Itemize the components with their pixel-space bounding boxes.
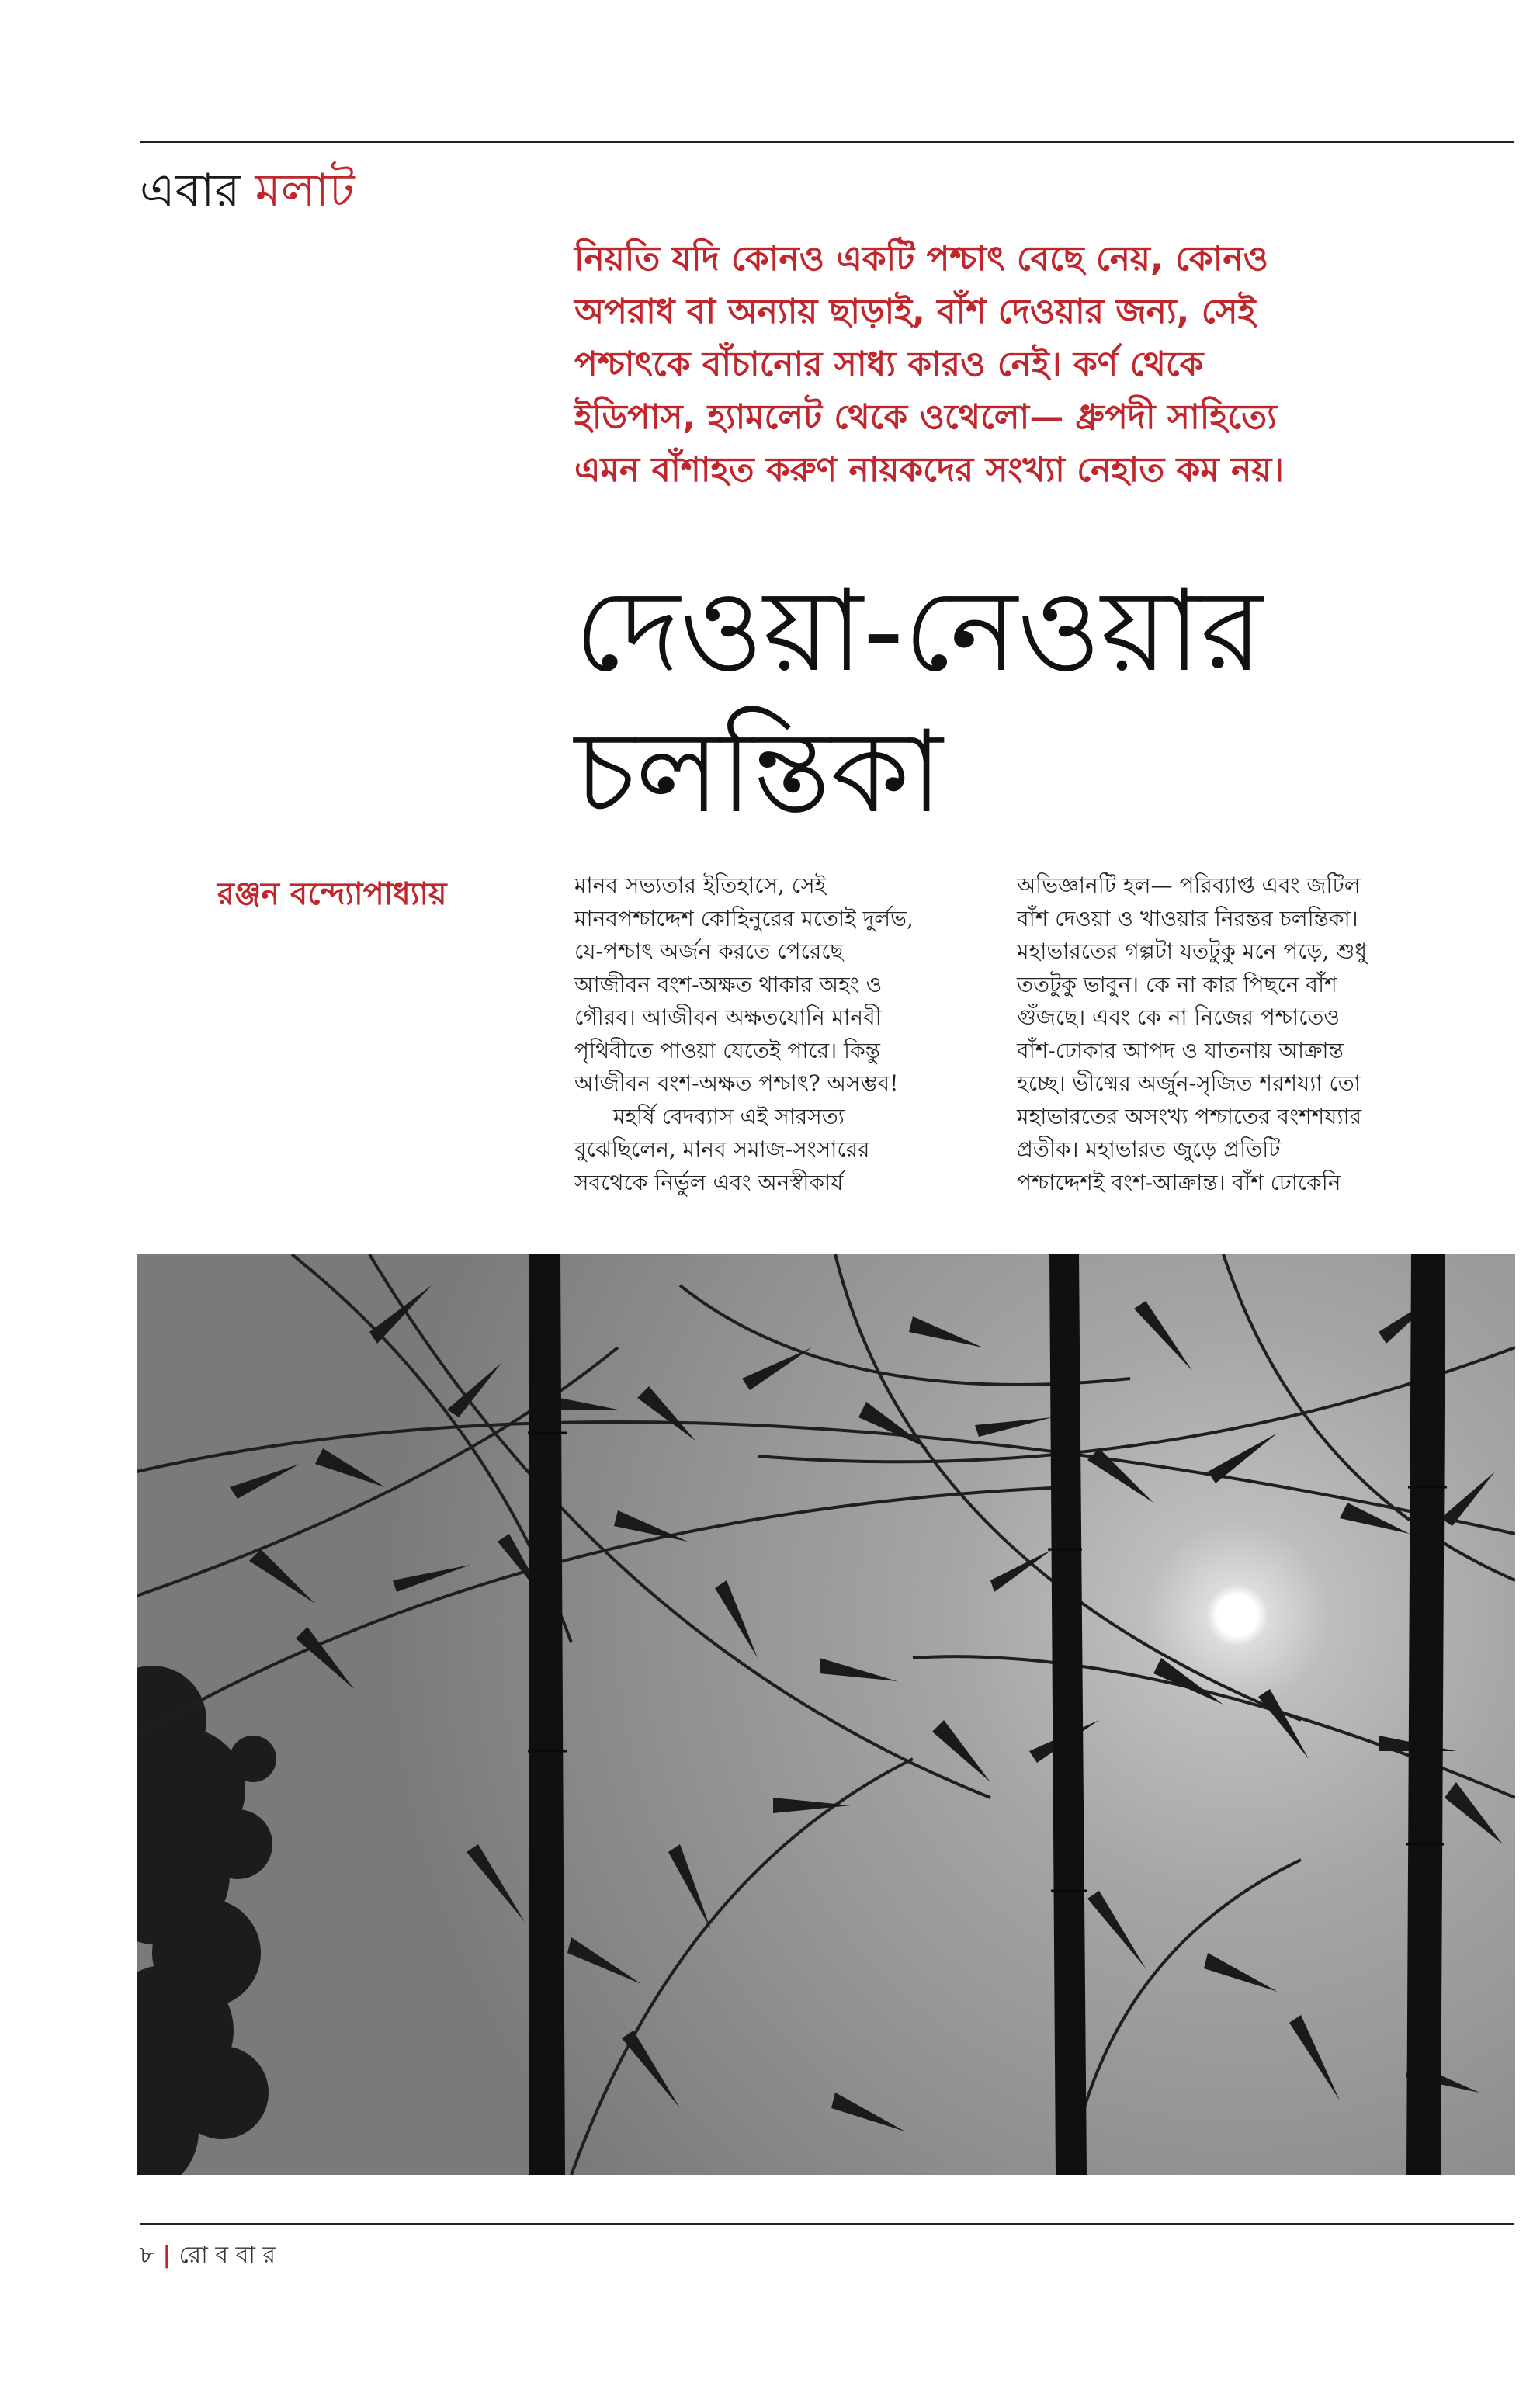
- body-line: গুঁজছে। এবং কে না নিজের পশ্চাতেও: [1017, 1004, 1340, 1030]
- section-prefix: এবার: [140, 164, 241, 218]
- body-line: মহাভারতের অসংখ্য পশ্চাতের বংশশয্যার: [1017, 1103, 1361, 1129]
- standfirst: [574, 233, 1452, 497]
- body-line: আজীবন বংশ-অক্ষত পশ্চাৎ? অসম্ভব!: [574, 1070, 899, 1096]
- section-label: [140, 160, 355, 222]
- body-line: প্রতীক। মহাভারত জুড়ে প্রতিটি: [1017, 1136, 1281, 1162]
- body-column-2: [1017, 869, 1452, 1199]
- body-line: বাঁশ-ঢোকার আপদ ও যাতনায় আক্রান্ত: [1017, 1037, 1344, 1063]
- headline-line: চলন্তিকা: [574, 706, 943, 838]
- standfirst-line: এমন বাঁশাহত করুণ নায়কদের সংখ্যা নেহাত কম নয়।: [574, 450, 1284, 490]
- standfirst-line: ইডিপাস, হ্যামলেট থেকে ওথেলো— ধ্রুপদী সাহিত্যে: [574, 397, 1277, 437]
- bottom-rule: [140, 2223, 1514, 2225]
- folio-separator: |: [162, 2242, 172, 2269]
- folio: [140, 2240, 276, 2271]
- headline: [574, 560, 1506, 843]
- body-line: যে-পশ্চাৎ অর্জন করতে পেরেছে: [574, 938, 844, 964]
- body-line: হচ্ছে। ভীষ্মের অর্জুন-সৃজিত শরশয্যা তো: [1017, 1070, 1361, 1096]
- body-line: সবথেকে নির্ভুল এবং অনস্বীকার্য: [574, 1169, 844, 1195]
- section-name: মলাট: [255, 164, 355, 218]
- headline-line: দেওয়া-নেওয়ার: [574, 565, 1263, 697]
- body-line: পৃথিবীতে পাওয়া যেতেই পারে। কিন্তু: [574, 1037, 880, 1063]
- bamboo-moon-photo: [137, 1254, 1515, 2175]
- magazine-name: রো ব বা র: [179, 2242, 276, 2269]
- byline: রঞ্জন বন্দ্যোপাধ্যায়: [217, 876, 447, 912]
- body-line: বুঝেছিলেন, মানব সমাজ-সংসারের: [574, 1136, 870, 1162]
- body-column-1: [574, 869, 1009, 1199]
- body-line: অভিজ্ঞানটি হল— পরিব্যাপ্ত এবং জটিল: [1017, 872, 1361, 898]
- standfirst-line: নিয়তি যদি কোনও একটি পশ্চাৎ বেছে নেয়, কোনও: [574, 239, 1269, 279]
- standfirst-line: অপরাধ বা অন্যায় ছাড়াই, বাঁশ দেওয়ার জন্য, সেই: [574, 292, 1256, 331]
- body-line: মানব সভ্যতার ইতিহাসে, সেই: [574, 872, 827, 898]
- body-line: মানবপশ্চাদ্দেশ কোহিনুরের মতোই দুর্লভ,: [574, 905, 914, 931]
- standfirst-line: পশ্চাৎকে বাঁচানোর সাধ্য কারও নেই। কর্ণ থেকে: [574, 345, 1204, 384]
- body-line: পশ্চাদ্দেশই বংশ-আক্রান্ত। বাঁশ ঢোকেনি: [1017, 1169, 1341, 1195]
- body-line: গৌরব। আজীবন অক্ষতযোনি মানবী: [574, 1004, 882, 1030]
- body-line: মহর্ষি বেদব্যাস এই সারসত্য: [613, 1103, 845, 1129]
- body-line: ততটুকু ভাবুন। কে না কার পিছনে বাঁশ: [1017, 971, 1337, 997]
- page-number: ৮: [140, 2242, 155, 2269]
- body-line: আজীবন বংশ-অক্ষত থাকার অহং ও: [574, 971, 883, 997]
- body-line: বাঁশ দেওয়া ও খাওয়ার নিরন্তর চলন্তিকা।: [1017, 905, 1358, 931]
- body-line: মহাভারতের গল্পটা যতটুকু মনে পড়ে, শুধু: [1017, 938, 1368, 964]
- top-rule: [140, 141, 1514, 143]
